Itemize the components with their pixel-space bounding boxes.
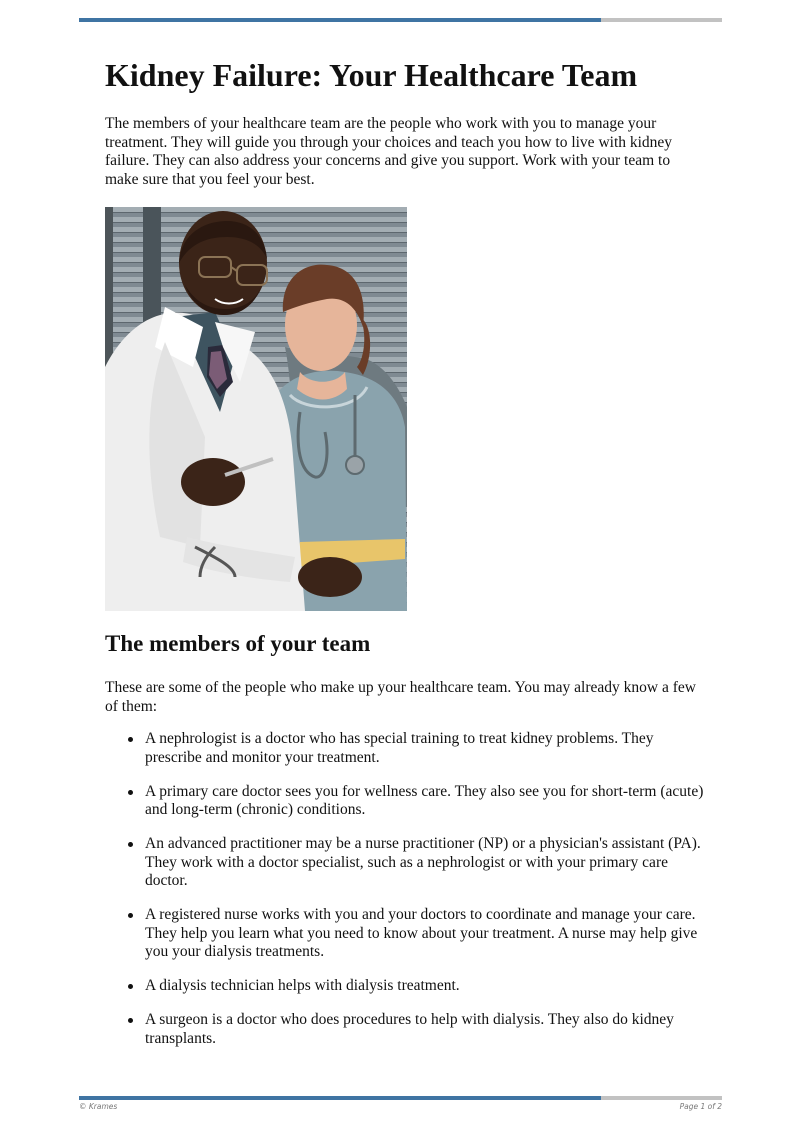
section-lead: These are some of the people who make up your healthcare team. You may already know a few of them: (105, 679, 696, 715)
footer-rule (79, 1096, 722, 1100)
footer-copyright: © Krames (79, 1102, 118, 1111)
page-title: Kidney Failure: Your Healthcare Team (105, 57, 638, 93)
document-body (105, 52, 705, 1064)
list-item: A registered nurse works with you and your doctors to coordinate and manage your care. They help you learn what you need to know about your treatment. A nurse may help give you your dialysis treatments. (145, 906, 705, 962)
header-rule (79, 18, 722, 22)
list-item: An advanced practitioner may be a nurse practitioner (NP) or a physician's assistant (PA). They work with a doctor specialist, such as a nephrologist or with your primary care doctor. (145, 835, 705, 891)
footer-rule-track (601, 1096, 722, 1100)
section-heading: The members of your team (105, 631, 371, 656)
header-rule-track (601, 18, 722, 22)
healthcare-team-photo (105, 207, 407, 611)
intro-paragraph: The members of your healthcare team are the people who work with you to manage your treatment. They will guide you through your choices and teach you how to live with kidney failure. They can also address your concerns and give you support. Work with your team to make sure that you feel your best. (105, 115, 673, 188)
list-item: A nephrologist is a doctor who has special training to treat kidney problems. They prescribe and monitor your treatment. (145, 730, 705, 767)
list-item: A primary care doctor sees you for wellness care. They also see you for short-term (acute) and long-term (chronic) conditions. (145, 782, 704, 818)
header-rule-accent (79, 18, 601, 22)
footer-page-number: Page 1 of 2 (679, 1102, 722, 1111)
list-item: A surgeon is a doctor who does procedures to help with dialysis. They also do kidney transplants. (145, 1011, 705, 1048)
list-item: A dialysis technician helps with dialysis treatment. (145, 977, 705, 996)
footer-rule-accent (79, 1096, 601, 1100)
team-member-list (105, 730, 705, 1048)
